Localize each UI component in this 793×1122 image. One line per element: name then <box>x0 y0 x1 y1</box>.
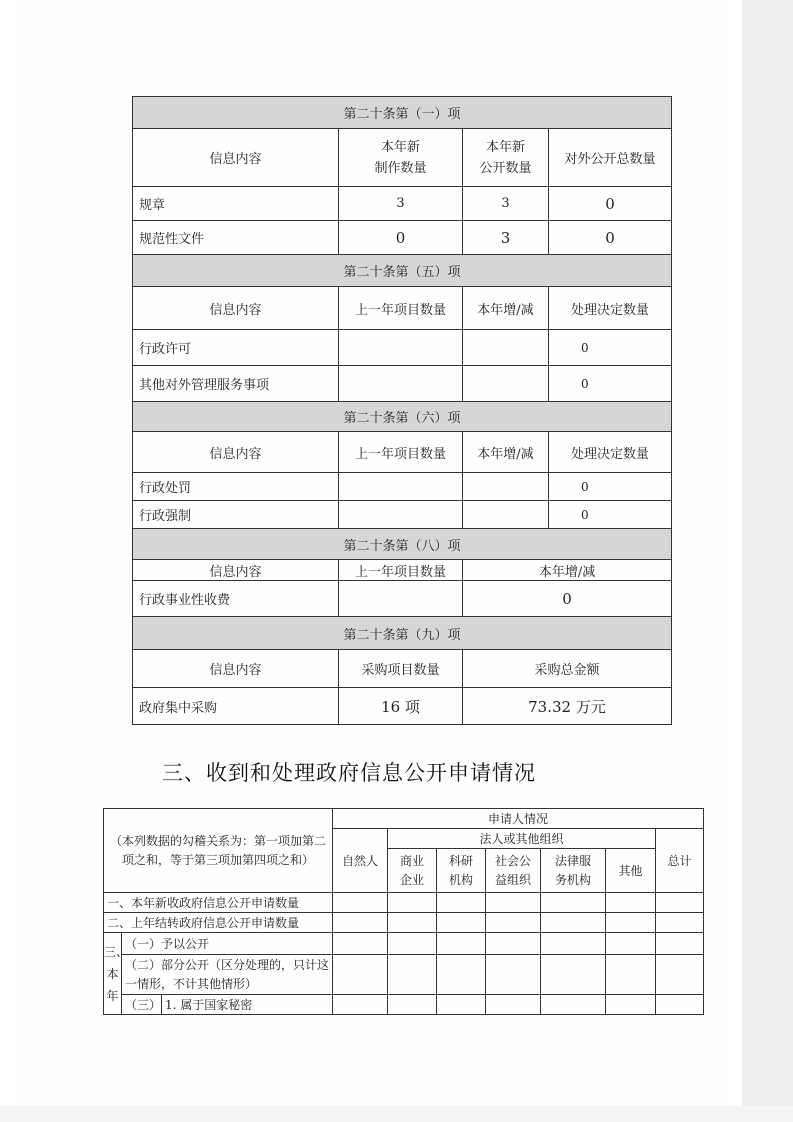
cell-empty <box>486 913 541 933</box>
cell-empty <box>606 955 656 995</box>
header-business: 商业 企业 <box>388 849 437 893</box>
cell-empty <box>656 933 704 955</box>
row-partially-published: （二）部分公开（区分处理的，只计这一情形，不计其他情形） <box>122 955 333 995</box>
cell-value <box>339 330 463 366</box>
header-info-content: 信息内容 <box>133 129 339 187</box>
cell-value: 0 <box>549 187 672 221</box>
header-prev-year-items: 上一年项目数量 <box>339 560 463 581</box>
cell-empty <box>656 913 704 933</box>
header-other: 其他 <box>606 849 656 893</box>
table-note: （本列数据的勾稽关系为：第一项加第二项之和，等于第三项加第四项之和） <box>104 809 333 893</box>
cell-value <box>339 581 463 617</box>
header-change: 本年增/减 <box>463 560 672 581</box>
row-carried-applications: 二、上年结转政府信息公开申请数量 <box>104 913 333 933</box>
cell-empty <box>333 913 388 933</box>
section-6-title: 第二十条第（六）项 <box>133 402 672 432</box>
section-8-title: 第二十条第（八）项 <box>133 529 672 560</box>
header-public-welfare: 社会公 益组织 <box>486 849 541 893</box>
row-not-published-group: （三） <box>122 995 162 1015</box>
cell-value <box>339 501 463 529</box>
cell-empty <box>541 893 606 913</box>
row-label: 规章 <box>133 187 339 221</box>
row-label: 规范性文件 <box>133 221 339 255</box>
cell-empty <box>486 893 541 913</box>
header-legal-service: 法律服 务机构 <box>541 849 606 893</box>
disclosure-stats-table <box>132 96 672 725</box>
row-label: 行政强制 <box>133 501 339 529</box>
natural-person-header: 自然人 <box>333 829 388 893</box>
cell-value <box>463 473 549 501</box>
cell-empty <box>656 995 704 1015</box>
cell-value: 0 <box>549 473 672 501</box>
cell-value <box>339 366 463 402</box>
cell-empty <box>606 995 656 1015</box>
cell-empty <box>333 995 388 1015</box>
cell-empty <box>541 955 606 995</box>
cell-empty <box>606 913 656 933</box>
section-heading: 三、收到和处理政府信息公开申请情况 <box>162 761 536 785</box>
cell-empty <box>437 933 486 955</box>
header-prev-year-items: 上一年项目数量 <box>339 432 463 473</box>
header-info-content: 信息内容 <box>133 650 339 688</box>
cell-value: 0 <box>549 501 672 529</box>
cell-value: 3 <box>463 187 549 221</box>
section-1-title: 第二十条第（一）项 <box>133 97 672 129</box>
cell-value: 0 <box>463 581 672 617</box>
cell-empty <box>656 955 704 995</box>
row-label: 政府集中采购 <box>133 688 339 725</box>
section-5-title: 第二十条第（五）项 <box>133 255 672 287</box>
header-decisions: 处理决定数量 <box>549 432 672 473</box>
legal-entity-header: 法人或其他组织 <box>388 829 656 849</box>
header-total-published: 对外公开总数量 <box>549 129 672 187</box>
cell-empty <box>541 933 606 955</box>
cell-empty <box>486 933 541 955</box>
header-prev-year-items: 上一年项目数量 <box>339 287 463 330</box>
row-label: 其他对外管理服务事项 <box>133 366 339 402</box>
header-info-content: 信息内容 <box>133 287 339 330</box>
cell-empty <box>437 995 486 1015</box>
cell-empty <box>388 913 437 933</box>
cell-empty <box>388 995 437 1015</box>
cell-empty <box>388 955 437 995</box>
application-stats-table <box>103 808 704 1015</box>
cell-value: 0 <box>549 330 672 366</box>
header-research: 科研 机构 <box>437 849 486 893</box>
applicant-header: 申请人情况 <box>333 809 704 829</box>
header-new-made: 本年新 制作数量 <box>339 129 463 187</box>
row-this-year-label: 三、本年 <box>104 933 122 1015</box>
cell-value: 73.32 万元 <box>463 688 672 725</box>
header-info-content: 信息内容 <box>133 560 339 581</box>
section-9-title: 第二十条第（九）项 <box>133 617 672 650</box>
header-procurement-amount: 采购总金额 <box>463 650 672 688</box>
cell-empty <box>541 995 606 1015</box>
cell-value: 3 <box>463 221 549 255</box>
cell-empty <box>656 893 704 913</box>
cell-empty <box>388 893 437 913</box>
cell-empty <box>333 893 388 913</box>
row-fully-published: （一）予以公开 <box>122 933 333 955</box>
header-change: 本年增/减 <box>463 432 549 473</box>
cell-value <box>463 501 549 529</box>
cell-empty <box>486 995 541 1015</box>
cell-value: 0 <box>339 221 463 255</box>
row-label: 行政事业性收费 <box>133 581 339 617</box>
row-new-applications: 一、本年新收政府信息公开申请数量 <box>104 893 333 913</box>
row-state-secret: 1. 属于国家秘密 <box>162 995 333 1015</box>
total-header: 总计 <box>656 829 704 893</box>
row-label: 行政许可 <box>133 330 339 366</box>
cell-empty <box>437 893 486 913</box>
cell-empty <box>606 933 656 955</box>
cell-empty <box>486 955 541 995</box>
cell-empty <box>606 893 656 913</box>
cell-value <box>463 366 549 402</box>
cell-empty <box>333 955 388 995</box>
header-new-published: 本年新 公开数量 <box>463 129 549 187</box>
cell-value <box>339 473 463 501</box>
cell-value: 0 <box>549 366 672 402</box>
scan-edge-right <box>742 0 793 1122</box>
header-info-content: 信息内容 <box>133 432 339 473</box>
cell-empty <box>333 933 388 955</box>
cell-value: 0 <box>549 221 672 255</box>
row-label: 行政处罚 <box>133 473 339 501</box>
cell-value: 16 项 <box>339 688 463 725</box>
header-procurement-count: 采购项目数量 <box>339 650 463 688</box>
cell-empty <box>388 933 437 955</box>
cell-empty <box>437 913 486 933</box>
cell-empty <box>437 955 486 995</box>
cell-value <box>463 330 549 366</box>
cell-value: 3 <box>339 187 463 221</box>
header-change: 本年增/减 <box>463 287 549 330</box>
scan-edge-bottom <box>0 1106 793 1122</box>
header-decisions: 处理决定数量 <box>549 287 672 330</box>
cell-empty <box>541 913 606 933</box>
